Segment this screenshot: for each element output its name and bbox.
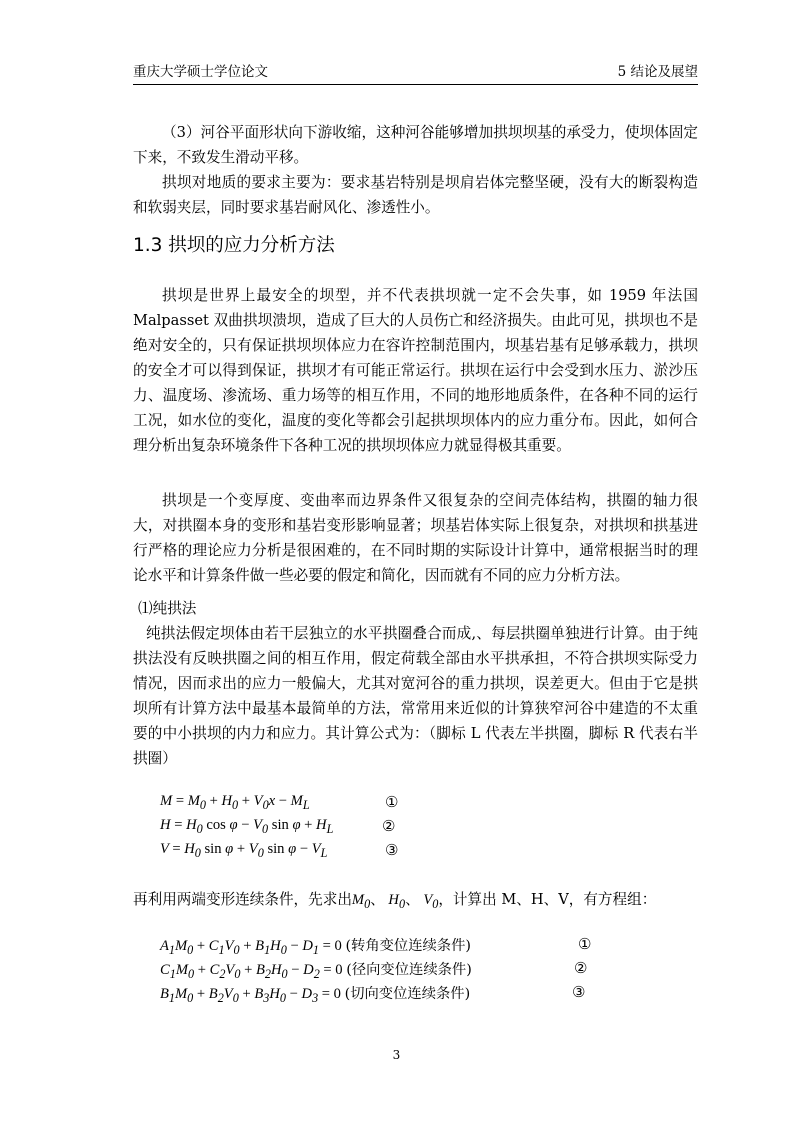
equation-tangential-continuity: $B_1M_0 + B_2V_0 + B_3H_0 - D_3 = 0$ (切向变位连续条件) bbox=[160, 986, 471, 1005]
running-header-chapter: 5 结论及展望 bbox=[617, 64, 698, 80]
paragraph-geology-requirements: 拱坝对地质的要求主要为：要求基岩特别是坝肩岩体完整坚硬，没有大的断裂构造和软弱夹层，同时要求基岩耐风化、渗透性小。 bbox=[133, 174, 698, 216]
equation-number-2: ② bbox=[574, 959, 588, 977]
equation-rotation-continuity: $A_1M_0 + C_1V_0 + B_1H_0 - D_1 = 0$ (转角变位连续条件) bbox=[160, 938, 471, 957]
paragraph-pure-arch-method: 纯拱法假定坝体由若干层独立的水平拱圈叠合而成,、每层拱圈单独进行计算。由于纯拱法没有反映拱圈之间的相互作用，假定荷载全部由水平拱承担，不符合拱坝实际受力情况，因而求出的应力一般偏大，尤其对宽河谷的重力拱坝，误差更大。但由于它是拱坝所有计算方法中最基本最简单的方法，常常用来近似的计算狭窄河谷中建造的不太重要的中小拱坝的内力和应力。其计算公式为：（脚标 L 代表左半拱圈，脚标 R 代表右半拱圈） bbox=[133, 625, 698, 767]
paragraph-arch-dam-safety: 拱坝是世界上最安全的坝型，并不代表拱坝就一定不会失事，如 1959 年法国 Malpasset 双曲拱坝溃坝，造成了巨大的人员伤亡和经济损失。由此可见，拱坝也不是绝对安全的，只有保证拱坝坝体应力在容许控制范围内，坝基岩基有足够承载力，拱坝的安全才可以得到保证，拱坝才有可能正常运行。拱坝在运行中会受到水压力、淤沙压力、温度场、渗流场、重力场等的相互作用，不同的地形地质条件，在各种不同的运行工况，如水位的变化，温度的变化等都会引起拱坝坝体内的应力重分布。因此，如何合理分析出复杂环境条件下各种工况的拱坝坝体应力就显得极其重要。 bbox=[133, 287, 698, 454]
formula-number-1: ① bbox=[385, 793, 399, 811]
equation-note-rotation: (转角变位连续条件) bbox=[345, 938, 471, 954]
running-header-title: 重庆大学硕士学位论文 bbox=[133, 64, 268, 80]
page-number: 3 bbox=[392, 1048, 401, 1062]
equation-number-3: ③ bbox=[572, 983, 586, 1001]
continuity-text-end: ，计算出 M、H、V，有方程组： bbox=[438, 891, 657, 908]
formula-number-3: ③ bbox=[385, 841, 399, 859]
section-heading: 1.3 拱坝的应力分析方法 bbox=[133, 235, 335, 256]
formula-number-2: ② bbox=[382, 817, 396, 835]
formula-H: $H = H_0$ $\cos \varphi - V_0$ $\sin \varphi + H_L$ bbox=[160, 817, 334, 836]
formula-V: $V = H_0$ $\sin \varphi + V_0$ $\sin \varphi - V_L$ bbox=[160, 841, 328, 860]
equation-note-tangential: (切向变位连续条件) bbox=[344, 986, 471, 1002]
paragraph-valley-shape: （3）河谷平面形状向下游收缩，这种河谷能够增加拱坝坝基的承受力，使坝体固定下来，不致发生滑动平移。 bbox=[133, 124, 698, 166]
formula-M: $M = M_0 + H_0 + V_0x - M_L$ bbox=[160, 793, 310, 812]
paragraph-arch-dam-structure: 拱坝是一个变厚度、变曲率而边界条件又很复杂的空间壳体结构，拱圈的轴力很大，对拱圈本身的变形和基岩变形影响显著；坝基岩体实际上很复杂，对拱坝和拱基进行严格的理论应力分析是很困难的，在不同时期的实际设计计算中，通常根据当时的理论水平和计算条件做一些必要的假定和简化，因而就有不同的应力分析方法。 bbox=[133, 492, 698, 584]
equation-number-1: ① bbox=[578, 935, 592, 953]
subsection-label-pure-arch: ⑴纯拱法 bbox=[138, 600, 197, 617]
continuity-text-start: 再利用两端变形连续条件，先求出 bbox=[133, 891, 352, 908]
header-rule bbox=[133, 84, 698, 85]
equation-note-radial: (径向变位连续条件) bbox=[346, 962, 472, 978]
unknowns-M0-H0-V0: $M_0$、 $H_0$、 $V_0$ bbox=[351, 891, 439, 911]
paragraph-continuity-conditions bbox=[133, 887, 698, 917]
equation-radial-continuity: $C_1M_0 + C_2V_0 + B_2H_0 - D_2 = 0$ (径向变位连续条件) bbox=[160, 962, 472, 981]
